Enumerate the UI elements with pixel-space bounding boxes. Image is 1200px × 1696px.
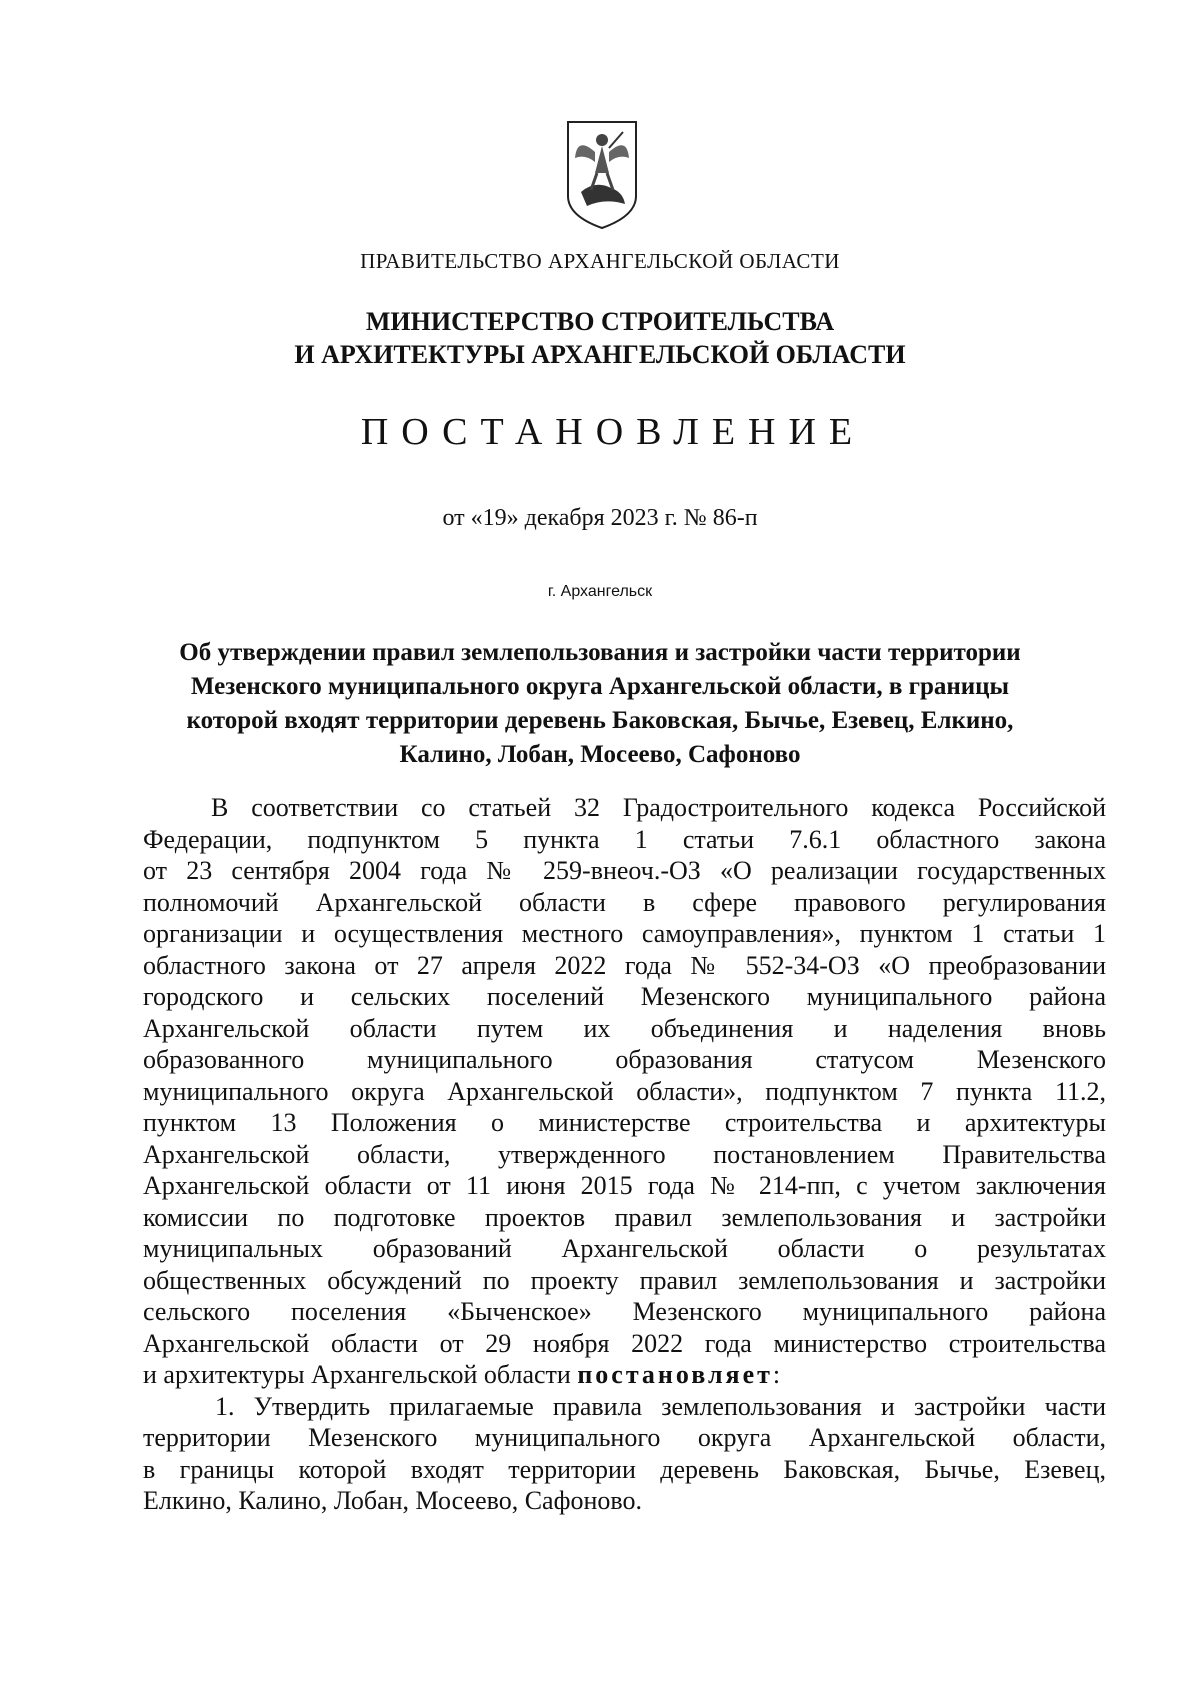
body-line: муниципального округа Архангельской области», подпунктом 7 пункта 11.2, bbox=[143, 1076, 1106, 1106]
body-line: Архангельской области путем их объединения и наделения вновь bbox=[143, 1013, 1106, 1043]
body-line: областного закона от 27 апреля 2022 года № 552-34-ОЗ «О преобразовании bbox=[143, 950, 1106, 980]
body-line-resolution bbox=[143, 1359, 1106, 1391]
ministry-name bbox=[0, 305, 1200, 371]
body-line: Архангельской области, утвержденного постановлением Правительства bbox=[143, 1139, 1106, 1169]
resolution-verb: постановляет bbox=[577, 1360, 773, 1389]
title-line-4: Калино, Лобан, Мосеево, Сафоново bbox=[399, 741, 801, 768]
body-line: пунктом 13 Положения о министерстве строительства и архитектуры bbox=[143, 1108, 1106, 1137]
title-line-3: которой входят территории деревень Баковская, Бычье, Езевец, Елкино, bbox=[186, 707, 1014, 734]
document-title bbox=[0, 636, 1200, 772]
document-body bbox=[143, 792, 1106, 1517]
body-line: сельского поселения «Быченское» Мезенского муниципального района bbox=[143, 1297, 1106, 1326]
document-type: ПОСТАНОВЛЕНИЕ bbox=[360, 411, 866, 453]
ministry-line-2: И АРХИТЕКТУРЫ АРХАНГЕЛЬСКОЙ ОБЛАСТИ bbox=[294, 340, 906, 369]
item-line: территории Мезенского муниципального округа Архангельской области, bbox=[143, 1423, 1106, 1452]
title-line-1: Об утверждении правил землепользования и застройки части территории bbox=[179, 639, 1021, 666]
item-line: в границы которой входят территории деревень Баковская, Бычье, Езевец, bbox=[143, 1454, 1106, 1484]
body-line: полномочий Архангельской области в сфере правового регулирования bbox=[143, 887, 1106, 917]
body-line: организации и осуществления местного самоуправления», пунктом 1 статьи 1 bbox=[143, 919, 1106, 948]
body-line: Архангельской области от 29 ноября 2022 года министерство строительства bbox=[143, 1328, 1106, 1358]
body-line: комиссии по подготовке проектов правил землепользования и застройки bbox=[143, 1202, 1106, 1232]
resolution-prefix: и архитектуры Архангельской области bbox=[143, 1360, 578, 1389]
body-line: городского и сельских поселений Мезенского муниципального района bbox=[143, 982, 1106, 1011]
city: г. Архангельск bbox=[547, 583, 653, 600]
resolution-colon: : bbox=[772, 1360, 781, 1389]
government-name: ПРАВИТЕЛЬСТВО АРХАНГЕЛЬСКОЙ ОБЛАСТИ bbox=[360, 249, 840, 273]
body-line: Архангельской области от 11 июня 2015 года № 214-пп, с учетом заключения bbox=[143, 1171, 1106, 1200]
body-line: Федерации, подпунктом 5 пункта 1 статьи 7.6.1 областного закона bbox=[143, 824, 1106, 854]
date-and-number: от «19» декабря 2023 г. № 86-п bbox=[442, 505, 758, 531]
item-line: 1. Утвердить прилагаемые правила землепользования и застройки части bbox=[215, 1391, 1106, 1421]
body-line: В соответствии со статьей 32 Градостроительного кодекса Российской bbox=[211, 793, 1106, 822]
ministry-line-1: МИНИСТЕРСТВО СТРОИТЕЛЬСТВА bbox=[365, 307, 835, 336]
body-line: муниципальных образований Архангельской области о результатах bbox=[143, 1234, 1106, 1263]
body-line: образованного муниципального образования статусом Мезенского bbox=[143, 1045, 1106, 1074]
body-line: от 23 сентября 2004 года № 259-внеоч.-ОЗ «О реализации государственных bbox=[143, 856, 1106, 885]
item-line: Елкино, Калино, Лобан, Мосеево, Сафоново. bbox=[143, 1486, 642, 1515]
title-line-2: Мезенского муниципального округа Архангельской области, в границы bbox=[190, 673, 1010, 700]
coat-of-arms-icon bbox=[565, 118, 639, 230]
body-line: общественных обсуждений по проекту правил землепользования и застройки bbox=[143, 1265, 1106, 1295]
